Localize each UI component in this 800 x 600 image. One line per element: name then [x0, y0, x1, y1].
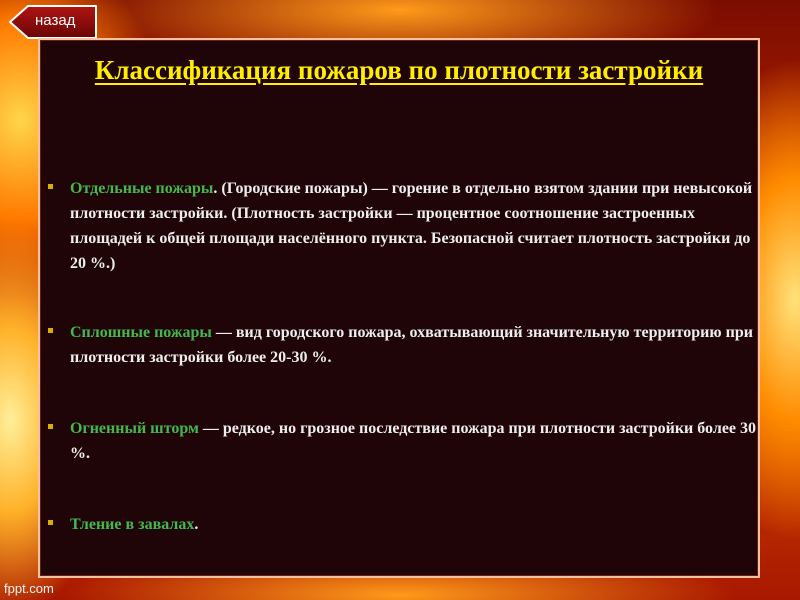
term-label: Отдельные пожары [70, 180, 214, 197]
back-button[interactable] [8, 4, 100, 40]
term-label: Тление в завалах [70, 516, 195, 533]
list-item-separate-fires [70, 176, 760, 276]
list-item-smoldering [70, 512, 760, 537]
term-description: . (Городские пожары) — горение в отдельно взятом здании при невысокой плотности застройки. (Плотность застройки — процентное соотношение застроенных площадей к общей площади населённого пункта. Безопасной считает плотность застройки до 20 %.) [70, 180, 753, 272]
content-panel [38, 38, 760, 578]
term-description: — редкое, но грозное последствие пожара при плотности застройки более 30 %. [70, 420, 757, 462]
list-item-firestorm [70, 416, 760, 466]
bullet-marker [48, 520, 53, 525]
term-description: . [194, 516, 199, 533]
term-label: Сплошные пожары [70, 324, 212, 341]
bullet-marker [48, 184, 53, 189]
slide-title: Классификация пожаров по плотности застройки [94, 55, 704, 85]
term-label: Огненный шторм [70, 420, 199, 437]
back-button-label: назад [35, 12, 76, 29]
watermark-logo: fppt.com [4, 581, 54, 596]
bullet-marker [48, 424, 53, 429]
list-item-continuous-fires [70, 320, 760, 370]
term-description: — вид городского пожара, охватывающий значительную территорию при плотности застройки более 20-30 %. [70, 324, 753, 366]
bullet-marker [48, 328, 53, 333]
